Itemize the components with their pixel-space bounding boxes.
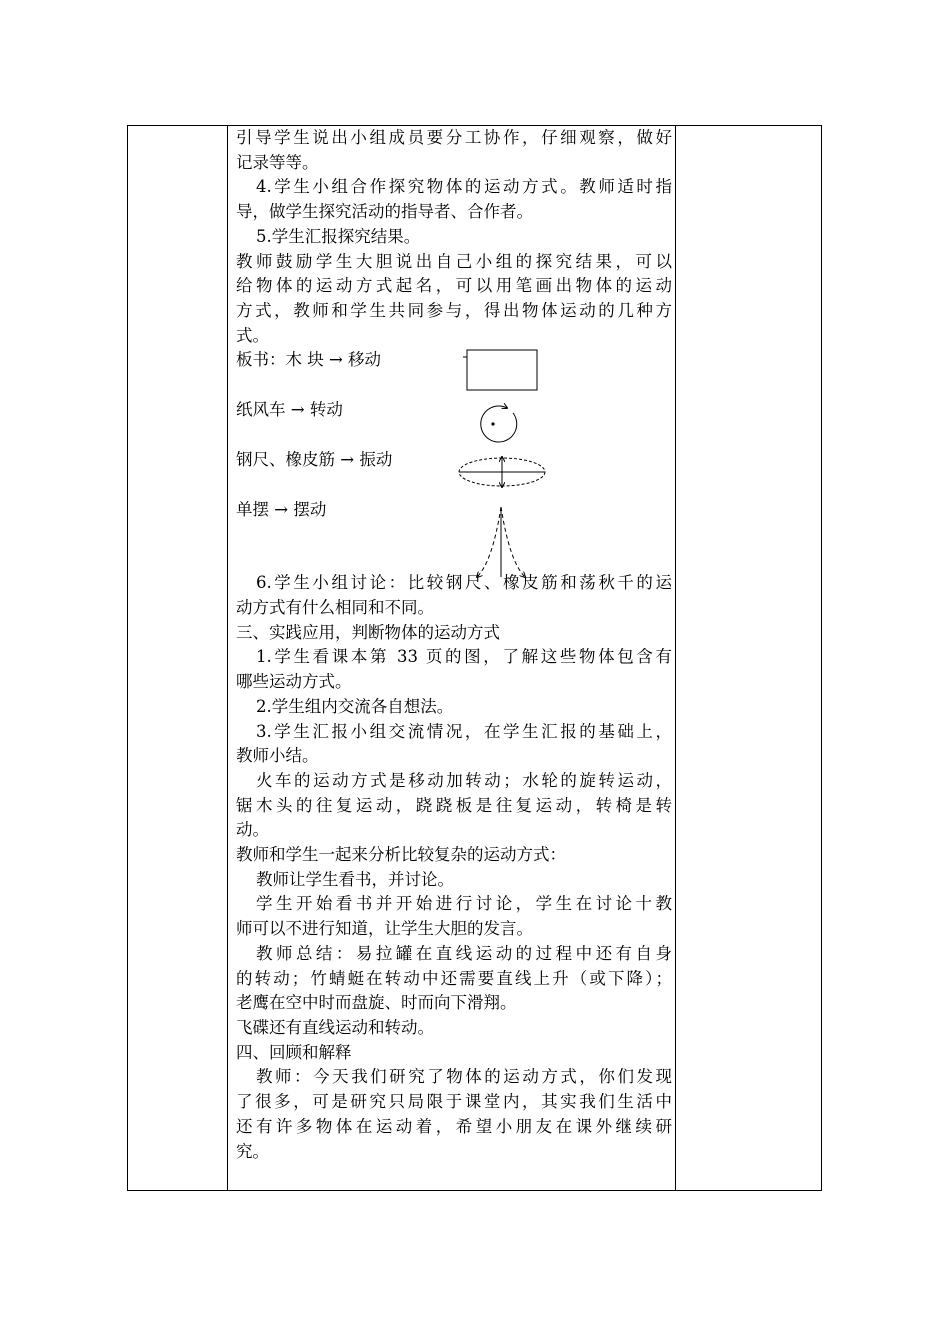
text-line: 老鹰在空中时而盘旋、时而向下滑翔。 <box>236 993 517 1013</box>
rotation-figure <box>481 406 517 442</box>
motion-diagrams <box>455 345 555 585</box>
block-figure <box>463 350 537 390</box>
text-line: 教师鼓励学生大胆说出自己小组的探究结果，可以 <box>236 251 672 271</box>
text-line: 锯木头的往复运动，跷跷板是往复运动，转椅是转 <box>236 795 672 815</box>
column-divider-left <box>227 126 228 1190</box>
text-line: 6.学生小组讨论：比较钢尺、橡皮筋和荡秋千的运 <box>256 573 672 593</box>
text-line: 引导学生说出小组成员要分工协作，仔细观察，做好 <box>236 128 672 147</box>
text-line: 方式，教师和学生共同参与，得出物体运动的几种方 <box>236 300 672 320</box>
lesson-content <box>236 126 672 1164</box>
text-line: 教师总结：易拉罐在直线运动的过程中还有自身 <box>256 943 672 963</box>
text-line: 3.学生汇报小组交流情况，在学生汇报的基础上， <box>256 721 672 741</box>
pendulum-figure <box>477 507 525 577</box>
text-line: 的转动；竹蜻蜓在转动中还需要直线上升（或下降）； <box>236 968 672 988</box>
text-line: 5.学生汇报探究结果。 <box>256 226 421 246</box>
board-line-rotate: 纸风车 → 转动 <box>236 400 343 420</box>
text-line: 2.学生组内交流各自想法。 <box>256 696 454 716</box>
text-line: 教师和学生一起来分析比较复杂的运动方式： <box>236 845 566 865</box>
text-line: 究。 <box>236 1141 269 1161</box>
section-heading: 四、回顾和解释 <box>236 1042 352 1062</box>
text-line: 记录等等。 <box>236 152 319 172</box>
section-heading: 三、实践应用，判断物体的运动方式 <box>236 622 500 642</box>
text-line: 教师：今天我们研究了物体的运动方式，你们发现 <box>256 1067 672 1087</box>
board-line-vibrate: 钢尺、橡皮筋 → 振动 <box>236 450 393 470</box>
text-line: 还有许多物体在运动着，希望小朋友在课外继续研 <box>236 1116 672 1136</box>
text-line: 火车的运动方式是移动加转动；水轮的旋转运动， <box>256 770 672 790</box>
board-line-swing: 单摆 → 摆动 <box>236 500 327 520</box>
text-line: 1.学生看课本第 33 页的图，了解这些物体包含有 <box>256 647 672 667</box>
text-line: 飞碟还有直线运动和转动。 <box>236 1017 434 1037</box>
board-line-move: 板书：木 块 → 移动 <box>236 350 382 370</box>
text-line: 师可以不进行知道，让学生大胆的发言。 <box>236 919 533 939</box>
vibration-figure <box>459 457 545 487</box>
text-line: 了很多，可是研究只局限于课堂内，其实我们生活中 <box>236 1092 672 1112</box>
text-line: 给物体的运动方式起名，可以用笔画出物体的运动 <box>236 276 672 296</box>
text-line: 动。 <box>236 820 269 840</box>
text-line: 导，做学生探究活动的指导者、合作者。 <box>236 202 533 222</box>
text-line: 教师让学生看书，并讨论。 <box>256 869 454 889</box>
column-divider-right <box>675 126 676 1190</box>
text-line: 哪些运动方式。 <box>236 672 352 692</box>
text-line: 学生开始看书并开始进行讨论，学生在讨论十教 <box>256 894 672 914</box>
text-line: 4.学生小组合作探究物体的运动方式。教师适时指 <box>256 177 672 197</box>
text-line: 教师小结。 <box>236 746 319 766</box>
text-line: 动方式有什么相同和不同。 <box>236 598 434 618</box>
text-line: 式。 <box>236 325 269 345</box>
